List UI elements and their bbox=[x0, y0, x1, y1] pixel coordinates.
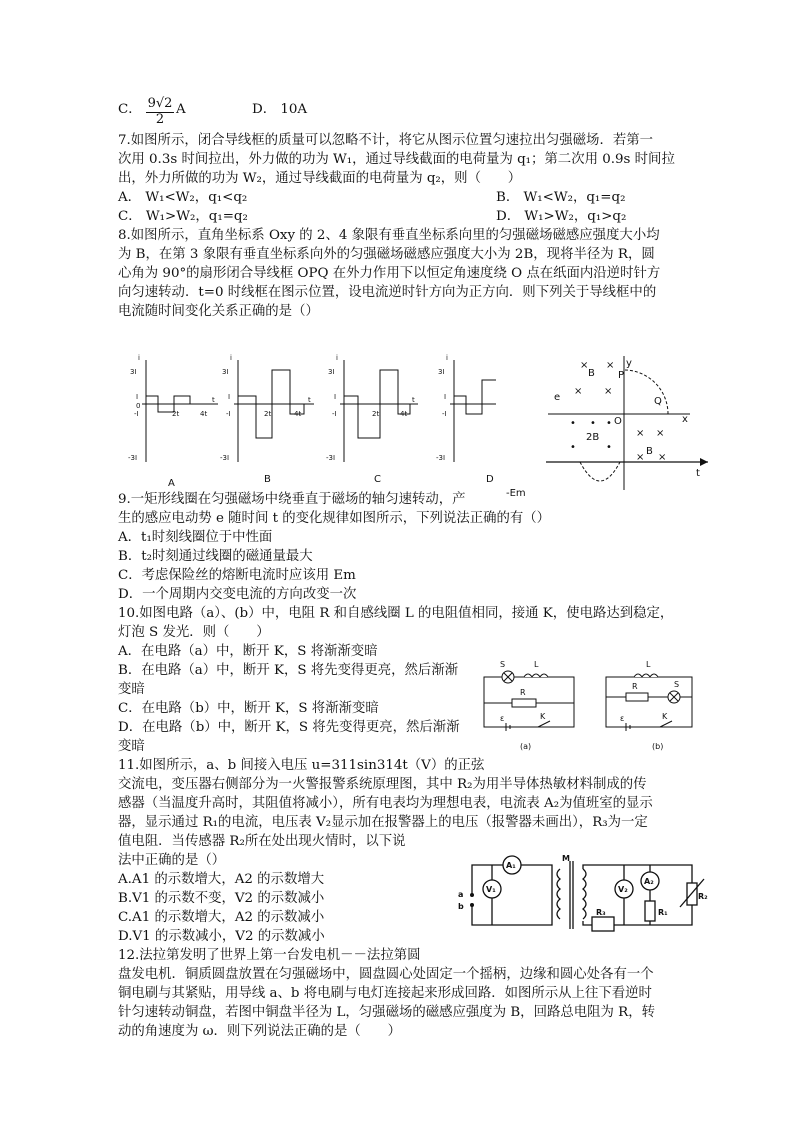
q10-label-l-b: L bbox=[646, 660, 651, 669]
resistor-r3-icon bbox=[592, 917, 614, 931]
q11-line-5: 值电阻．当传感器 R₂所在处出现火情时，以下说 bbox=[118, 834, 406, 849]
graph-c-label: C bbox=[374, 474, 381, 485]
graph-b-label: B bbox=[264, 474, 271, 485]
graph-b-axis-t: t bbox=[308, 396, 311, 404]
q7-line-1: 7.如图所示，闭合导线框的质量可以忽略不计，将它从图示位置匀速拉出匀强磁场．若第一 bbox=[118, 133, 654, 148]
q7-option-a: A． W₁<W₂，q₁<q₂ bbox=[118, 190, 248, 205]
q10-option-c: C．在电路（b）中，断开 K，S 将渐渐变暗 bbox=[118, 701, 379, 716]
graph-a-tick-3i: 3I bbox=[130, 368, 137, 376]
q8-line-1: 8.如图所示，直角坐标系 Oxy 的 2、4 象限有垂直坐标系向里的匀强磁场磁感应强度大小均 bbox=[118, 228, 660, 243]
label-y: y bbox=[626, 358, 632, 369]
q11-label-r1: R₁ bbox=[658, 908, 668, 917]
q11-label-a2: A₂ bbox=[644, 877, 654, 886]
field-dot: • bbox=[590, 418, 596, 429]
q9-line-1: 9.一矩形线圈在匀强磁场中绕垂直于磁场的轴匀速转动，产 bbox=[118, 492, 466, 507]
emf-label-neg-em: -Em bbox=[506, 488, 526, 499]
q11-label-r3: R₃ bbox=[596, 908, 606, 917]
q8-line-5: 电流随时间变化关系正确的是（） bbox=[118, 304, 319, 319]
graph-b-tick-neg-i: -I bbox=[226, 410, 231, 418]
q11-option-d: D.V1 的示数减小，V2 的示数减小 bbox=[118, 929, 325, 944]
q10-option-d-cont: 变暗 bbox=[118, 739, 145, 754]
q9-option-a: A．t₁时刻线圈位于中性面 bbox=[118, 530, 273, 545]
q11-label-a: a bbox=[458, 890, 464, 899]
q10-label-a: (a) bbox=[520, 742, 532, 751]
q12-line-2: 盘发电机．铜质圆盘放置在匀强磁场中，圆盘圆心处固定一个摇柄，边缘和圆心处各有一个 bbox=[118, 967, 654, 982]
q11-line-6: 法中正确的是（） bbox=[118, 853, 226, 868]
field-label-2b: 2B bbox=[586, 432, 600, 443]
field-cross: × bbox=[636, 452, 645, 463]
graph-a-tick-4t: 4t bbox=[200, 410, 208, 418]
graph-b-tick-3i: 3I bbox=[222, 368, 229, 376]
terminal-b-icon bbox=[470, 903, 474, 907]
graph-c-tick-2t: 2t bbox=[372, 410, 380, 418]
emf-axis-t: t bbox=[696, 468, 700, 479]
graph-a-axis-t: t bbox=[212, 396, 215, 404]
q10-label-l-a: L bbox=[534, 660, 539, 669]
graph-d-tick-i: I bbox=[444, 393, 447, 401]
q12-line-3: 铜电刷与其紧贴，用导线 a、b 将电刷与电灯连接起来形成回路．如图所示从上往下看逆时 bbox=[118, 986, 652, 1001]
q9-option-c: C．考虑保险丝的熔断电流时应该用 Em bbox=[118, 568, 356, 583]
graph-b-tick-2t: 2t bbox=[264, 410, 272, 418]
terminal-a-icon bbox=[470, 893, 474, 897]
label-o: O bbox=[614, 416, 622, 427]
q11-line-4: 器，显示通过 R₁的电流，电压表 V₂显示加在报警器上的电压（报警器未画出），R₃为一定 bbox=[118, 815, 648, 830]
graph-d-tick-3i: 3I bbox=[438, 368, 445, 376]
graph-d-tick-neg-3i: -3I bbox=[436, 454, 446, 462]
q6-option-c-numerator: 9√2 bbox=[147, 96, 173, 111]
q10-option-b: B．在电路（a）中，断开 K，S 将先变得更亮，然后渐渐 bbox=[118, 663, 459, 678]
q8-field-figure bbox=[506, 350, 710, 500]
field-cross: × bbox=[580, 360, 589, 371]
t-axis-arrow-icon bbox=[700, 458, 708, 466]
q11-option-b: B.V1 的示数不变，V2 的示数减小 bbox=[118, 891, 325, 906]
graph-c-axis-i: i bbox=[336, 354, 338, 362]
label-q: Q bbox=[654, 396, 662, 407]
q10-label-s-a: S bbox=[500, 660, 506, 669]
graph-a-tick-i: I bbox=[136, 393, 139, 401]
graph-a-tick-0: 0 bbox=[136, 402, 141, 410]
field-dot: • bbox=[606, 418, 612, 429]
q6-option-c-denominator: 2 bbox=[155, 112, 165, 127]
q12-line-4: 针匀速转动铜盘，若图中铜盘半径为 L，匀强磁场的磁感应强度为 B，回路总电阻为 R，转 bbox=[118, 1005, 656, 1020]
field-label-b-lower: B bbox=[646, 446, 653, 457]
graph-b-axis-i: i bbox=[230, 354, 232, 362]
q6-option-c-unit: A bbox=[176, 102, 186, 117]
resistor-r-a-icon bbox=[512, 699, 536, 707]
inductor-l-a-icon bbox=[524, 674, 548, 677]
q9-line-2: 生的感应电动势 e 随时间 t 的变化规律如图所示，下列说法正确的有（） bbox=[118, 511, 551, 526]
q10-label-k-b: K bbox=[662, 712, 668, 721]
graph-b-tick-4t: 4t bbox=[294, 410, 302, 418]
graph-a-axis-i: i bbox=[138, 354, 140, 362]
q8-line-2: 为 B，在第 3 象限有垂直坐标系向外的匀强磁场磁感应强度大小为 2B，现将半径为 R，圆 bbox=[118, 247, 655, 262]
label-x: x bbox=[682, 414, 688, 425]
q7-option-d: D． W₁>W₂，q₁>q₂ bbox=[496, 209, 627, 224]
resistor-r1-icon bbox=[645, 901, 655, 921]
graph-d-tick-neg-i: -I bbox=[442, 410, 447, 418]
graph-c-axis-t: t bbox=[412, 396, 415, 404]
graph-a-tick-neg-3i: -3I bbox=[128, 454, 138, 462]
q11-line-3: 感器（当温度升高时，其阻值将减小），所有电表均为理想电表，电流表 A₂为值班室的显示 bbox=[118, 796, 653, 811]
q11-label-b: b bbox=[458, 902, 464, 911]
switch-k-a-icon bbox=[538, 721, 550, 727]
graph-d-axis-i: i bbox=[446, 354, 448, 362]
q7-option-b: B． W₁<W₂，q₁=q₂ bbox=[496, 190, 626, 205]
field-cross: × bbox=[606, 360, 615, 371]
q10-line-1: 10.如图电路（a）、(b）中，电阻 R 和自感线圈 L 的电阻值相同，接通 K，使电路达到稳定， bbox=[118, 606, 674, 621]
graph-a-tick-neg-i: -I bbox=[134, 410, 139, 418]
q12-line-1: 12.法拉第发明了世界上第一台发电机－－法拉第圆 bbox=[118, 948, 421, 963]
resistor-r-b-icon bbox=[626, 693, 648, 701]
field-cross: × bbox=[658, 452, 667, 463]
graph-c-tick-3i: 3I bbox=[328, 368, 335, 376]
q12-line-5: 动的角速度为 ω．则下列说法正确的是（ ） bbox=[118, 1024, 401, 1039]
q11-circuit bbox=[452, 855, 712, 935]
q7-line-2: 次用 0.3s 时间拉出，外力做的功为 W₁，通过导线截面的电荷量为 q₁；第二次用 0.9s 时间拉 bbox=[118, 152, 675, 167]
q10-option-d: D．在电路（b）中，断开 K，S 将先变得更亮，然后渐渐 bbox=[118, 720, 460, 735]
graph-b-axes bbox=[234, 360, 314, 462]
q11-label-m: M bbox=[562, 854, 570, 863]
field-dot: • bbox=[606, 442, 612, 453]
field-cross: × bbox=[656, 428, 665, 439]
switch-k-b-icon bbox=[660, 721, 672, 727]
emf-axis-e: e bbox=[554, 392, 561, 403]
q7-option-c: C． W₁>W₂，q₁=q₂ bbox=[118, 209, 248, 224]
q11-line-1: 11.如图所示，a、b 间接入电压 u=311sin314t（V）的正弦 bbox=[118, 758, 485, 773]
q10-line-2: 灯泡 S 发光．则（ ） bbox=[118, 625, 270, 640]
q11-label-v2: V₂ bbox=[618, 885, 628, 894]
q9-option-b: B．t₂时刻通过线圈的磁通量最大 bbox=[118, 549, 313, 564]
q10-label-r-a: R bbox=[520, 688, 526, 697]
label-p: P bbox=[618, 370, 625, 381]
q8-current-graphs bbox=[118, 352, 498, 492]
field-cross: × bbox=[604, 386, 613, 397]
q10-label-r-b: R bbox=[632, 682, 638, 691]
graph-a-tick-2t: 2t bbox=[172, 410, 180, 418]
q11-line-2: 交流电，变压器右侧部分为一火警报警系统原理图，其中 R₂为用半导体热敏材料制成的传 bbox=[118, 777, 647, 792]
q8-line-3: 心角为 90°的扇形闭合导线框 OPQ 在外力作用下以恒定角速度绕 O 点在纸面内沿逆时针方 bbox=[118, 266, 661, 281]
field-cross: × bbox=[574, 386, 583, 397]
q10-option-b-cont: 变暗 bbox=[118, 682, 145, 697]
q11-label-r2: R₂ bbox=[698, 892, 708, 901]
field-dot: • bbox=[570, 418, 576, 429]
q6-option-d: D． 10A bbox=[252, 102, 308, 117]
field-dot: • bbox=[570, 442, 576, 453]
thermistor-r2-icon bbox=[687, 883, 697, 905]
q10-circuits bbox=[478, 655, 698, 755]
graph-b-tick-i: I bbox=[228, 393, 231, 401]
q7-line-3: 出，外力所做的功为 W₂，通过导线截面的电荷量为 q₂，则（ ） bbox=[118, 171, 522, 186]
q11-option-a: A.A1 的示数增大，A2 的示数增大 bbox=[118, 872, 325, 887]
q10-label-e-a: ε bbox=[500, 714, 505, 723]
graph-c-tick-neg-3i: -3I bbox=[326, 454, 336, 462]
q10-label-s-b: S bbox=[674, 680, 680, 689]
graph-b-tick-neg-3i: -3I bbox=[220, 454, 230, 462]
q10-label-k-a: K bbox=[540, 712, 546, 721]
q6-option-c-fraction bbox=[146, 96, 174, 127]
inductor-l-b-icon bbox=[634, 674, 658, 677]
graph-a-label: A bbox=[168, 478, 175, 489]
field-cross: × bbox=[636, 428, 645, 439]
q6-option-c-label: C． bbox=[118, 102, 142, 117]
graph-d-axes bbox=[450, 360, 496, 462]
q11-label-a1: A₁ bbox=[506, 861, 516, 870]
field-label-b-upper: B bbox=[588, 368, 595, 379]
graph-d-label: D bbox=[486, 474, 494, 485]
q9-option-d: D．一个周期内交变电流的方向改变一次 bbox=[118, 587, 357, 602]
graph-c-tick-4t: 4t bbox=[400, 410, 408, 418]
q10-option-a: A．在电路（a）中，断开 K，S 将渐渐变暗 bbox=[118, 644, 378, 659]
graph-c-tick-i: I bbox=[334, 393, 337, 401]
graph-c-tick-neg-i: -I bbox=[332, 410, 337, 418]
q11-label-v1: V₁ bbox=[486, 885, 496, 894]
q10-label-e-b: ε bbox=[620, 714, 625, 723]
q11-option-c: C.A1 的示数增大，A2 的示数减小 bbox=[118, 910, 325, 925]
q10-label-b: (b) bbox=[652, 742, 664, 751]
q8-line-4: 向匀速转动．t=0 时线框在图示位置，设电流逆时针方向为正方向．则下列关于导线框中的 bbox=[118, 285, 657, 300]
